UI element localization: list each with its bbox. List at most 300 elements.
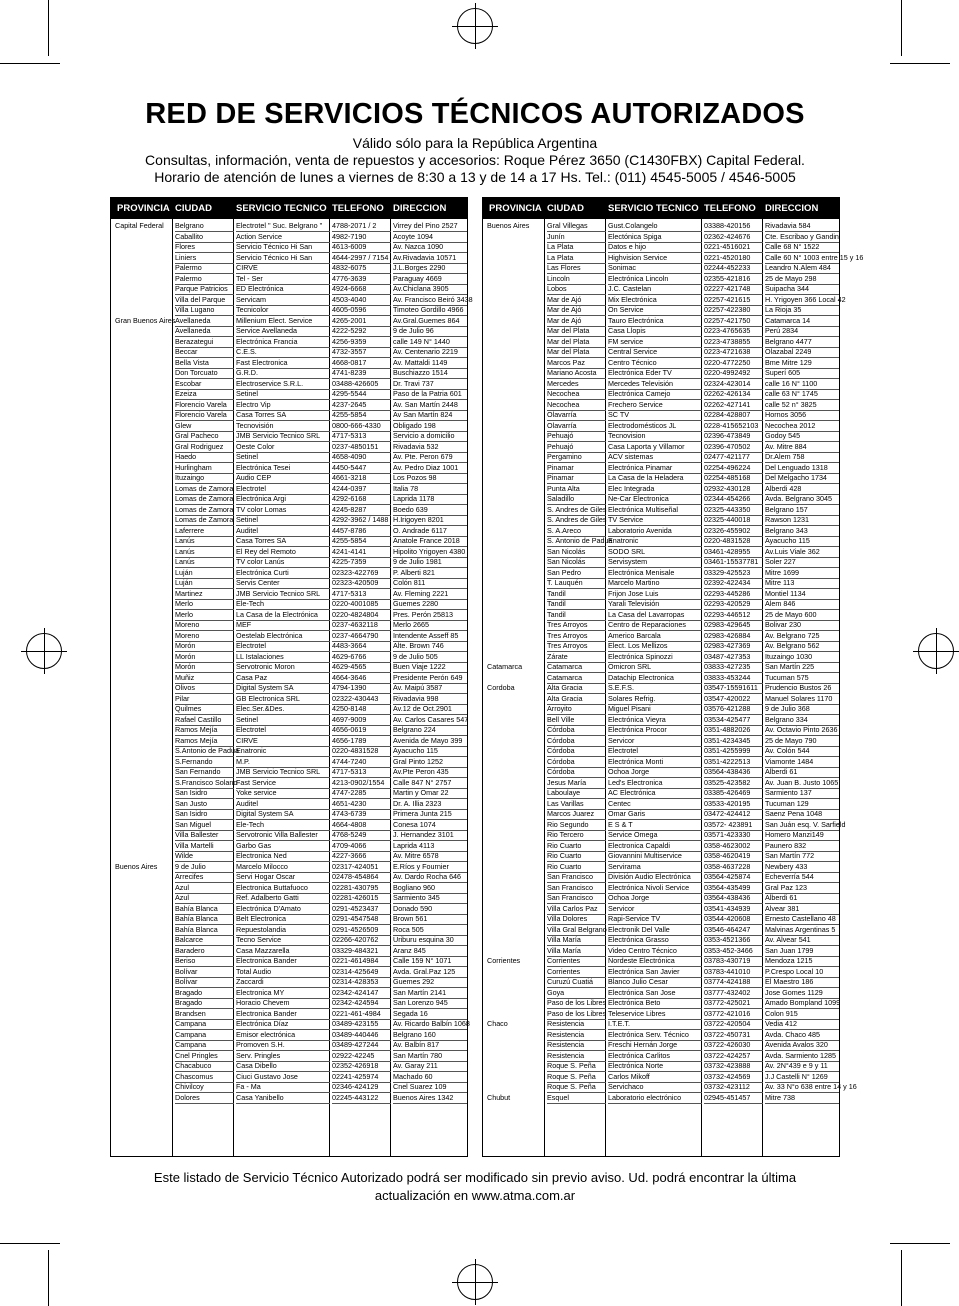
direccion-cell: Cnel Suarez 109 <box>393 1082 467 1093</box>
table-row <box>111 704 467 715</box>
telefono-cell: 4651-4230 <box>332 799 391 810</box>
ciudad-cell: Laboulaye <box>547 788 606 799</box>
telefono-cell: 02477-421177 <box>704 452 763 463</box>
direccion-cell: Paso de la Patria 601 <box>393 389 467 400</box>
direccion-cell: Belgrano 343 <box>765 526 839 537</box>
telefono-cell: 4250-8148 <box>332 704 391 715</box>
servicio-cell: Servicor <box>608 904 702 915</box>
servicio-cell: La Casa de la Heladera <box>608 473 702 484</box>
table-row <box>483 431 839 442</box>
servicio-cell: Zaccardi <box>236 977 330 988</box>
ciudad-cell: Morón <box>175 652 234 663</box>
servicio-cell: Electrónica Camejo <box>608 389 702 400</box>
provincia-cell <box>115 809 173 819</box>
provincia-cell <box>487 893 545 903</box>
servicio-cell: Tauro Electrónica <box>608 316 702 327</box>
direccion-cell: La Rioja 35 <box>765 305 839 316</box>
direccion-cell: Vedia 412 <box>765 1019 839 1030</box>
direccion-cell: Avda. Belgrano 3045 <box>765 494 839 505</box>
provincia-cell <box>115 641 173 651</box>
servicio-cell: Rapi-Service TV <box>608 914 702 925</box>
direccion-cell: Calle 68 N° 1522 <box>765 242 839 253</box>
direccion-cell: Mitre 1699 <box>765 568 839 579</box>
table-row <box>111 536 467 547</box>
direccion-cell: Los Pozos 98 <box>393 473 467 484</box>
ciudad-cell: Gral Villegas <box>547 221 606 232</box>
direccion-cell: Av. Maipú 3587 <box>393 683 467 694</box>
servicio-cell: CIRVE <box>236 263 330 274</box>
ciudad-cell: Rio Tercero <box>547 830 606 841</box>
provincia-cell <box>115 400 173 410</box>
provincia-cell <box>487 904 545 914</box>
ciudad-cell: Pehuajó <box>547 442 606 453</box>
servicio-cell: Central Service <box>608 347 702 358</box>
telefono-cell: 0221-4520180 <box>704 253 763 264</box>
direccion-cell: Amado Bompland 1099 <box>765 998 841 1007</box>
provincia-cell <box>487 998 545 1008</box>
table-row <box>111 998 467 1009</box>
provincia-cell <box>487 316 545 326</box>
table-row <box>111 914 467 925</box>
ciudad-cell: Palermo <box>175 274 234 285</box>
ciudad-cell: Villa Martelli <box>175 841 234 852</box>
provincia-cell <box>115 631 173 641</box>
table-row <box>111 946 467 957</box>
table-row <box>483 242 839 253</box>
table-row <box>111 694 467 705</box>
servicio-cell: Teleservice Libres <box>608 1009 702 1020</box>
table-row <box>111 526 467 537</box>
servicio-cell: E S & T <box>608 820 702 831</box>
telefono-cell: 0351-4222513 <box>704 757 763 768</box>
table-row <box>111 620 467 631</box>
provincia-cell <box>115 284 173 294</box>
registration-mark-icon <box>457 8 493 44</box>
direccion-cell: Av. Centenario 2219 <box>393 347 467 358</box>
table-row <box>483 557 839 568</box>
provincia-cell <box>115 946 173 956</box>
telefono-cell: 4605-0596 <box>332 305 391 316</box>
ciudad-cell: Escobar <box>175 379 234 390</box>
provincia-cell <box>487 851 545 861</box>
direccion-cell: Mitre 113 <box>765 578 839 589</box>
direccion-cell: Montiel 1134 <box>765 589 839 600</box>
telefono-cell: 4794-1390 <box>332 683 391 694</box>
servicio-cell: Blanco Julio Cesar <box>608 977 702 988</box>
telefono-cell: 03385-426469 <box>704 788 763 799</box>
servicio-cell: Elect. Los Mellizos <box>608 641 702 652</box>
table-row <box>111 799 467 810</box>
ciudad-cell: Villa María <box>547 946 606 957</box>
provincia-cell <box>487 431 545 441</box>
table-row <box>111 578 467 589</box>
provincia-cell <box>487 568 545 578</box>
servicio-cell: Datachip Electronica <box>608 673 702 684</box>
servicio-cell: Repuestolandia <box>236 925 330 936</box>
servicio-cell: Elec.Ser.&Des. <box>236 704 330 715</box>
provincia-cell <box>487 988 545 998</box>
direccion-cell: Homero Manzi149 <box>765 830 839 841</box>
ciudad-cell: Bolívar <box>175 967 234 978</box>
servicio-cell: Tecno Service <box>236 935 330 946</box>
ciudad-cell: Glew <box>175 421 234 432</box>
ciudad-cell: Lomas de Zamora <box>175 494 234 503</box>
direccion-cell: Rivadavia 998 <box>393 694 467 705</box>
telefono-cell: 03472-424412 <box>704 809 763 820</box>
table-row <box>483 904 839 915</box>
telefono-cell: 02254-485168 <box>704 473 763 484</box>
servicio-cell: Ochoa Jorge <box>608 893 702 904</box>
table-row <box>111 274 467 285</box>
direccion-cell: Gral Paz 123 <box>765 883 839 894</box>
table-row <box>483 967 839 978</box>
direccion-cell: Tucuman 129 <box>765 799 839 810</box>
table-row <box>483 809 839 820</box>
direccion-cell: J.J Castelli N° 1269 <box>765 1072 839 1083</box>
ciudad-cell: Arrecifes <box>175 872 234 883</box>
direccion-cell: Av. Mattaldi 1149 <box>393 358 467 369</box>
servicio-cell: Electrotel <box>608 746 702 757</box>
table-row <box>111 1030 467 1041</box>
servicio-cell: M.P. <box>236 757 330 768</box>
direccion-cell: Avenida Avalos 320 <box>765 1040 839 1051</box>
telefono-cell: 02317-424051 <box>332 862 391 873</box>
direccion-cell: Leandro N.Alem 484 <box>765 263 839 274</box>
table-header <box>111 198 467 219</box>
table-row <box>111 736 467 747</box>
footer-disclaimer: Este listado de Servicio Técnico Autorizado podrá ser modificado sin previo aviso. Ud. podrá encontrar la última <box>153 1170 797 1185</box>
telefono-cell: 4741-8239 <box>332 368 391 379</box>
provincia-cell <box>487 820 545 830</box>
table-row <box>483 463 839 474</box>
telefono-cell: 02284-428807 <box>704 410 763 421</box>
provincia-cell <box>115 568 173 578</box>
servicio-cell: Electronica MY <box>236 988 330 999</box>
provincia-cell <box>487 1051 545 1061</box>
provincia-cell <box>487 736 545 746</box>
ciudad-cell: Bolívar <box>175 977 234 988</box>
telefono-cell: 02342-424594 <box>332 998 391 1009</box>
provincia-cell <box>115 274 173 284</box>
telefono-cell: 4732-3557 <box>332 347 391 358</box>
ciudad-cell: Catamarca <box>547 673 606 684</box>
table-row <box>111 1072 467 1083</box>
telefono-cell: 0237-4632118 <box>332 620 391 631</box>
provincia-cell <box>487 967 545 977</box>
telefono-cell: 4629-6766 <box>332 652 391 663</box>
ciudad-cell: Dolores <box>175 1093 234 1104</box>
servicio-cell: Tecnovisión <box>236 421 330 432</box>
provincia-cell <box>487 494 545 504</box>
telefono-cell: 4244-0397 <box>332 484 391 495</box>
telefono-cell: 03772-425021 <box>704 998 763 1009</box>
table-row <box>483 1082 857 1093</box>
provincia-cell <box>115 778 173 788</box>
direccion-cell: Necochea 2012 <box>765 421 839 432</box>
provincia-cell <box>115 652 173 662</box>
servicio-cell: TV color Lomas <box>236 505 330 516</box>
ciudad-cell: Chacabuco <box>175 1061 234 1072</box>
servicio-cell: Setinel <box>236 715 330 726</box>
table-row <box>111 326 467 337</box>
provincia-cell <box>487 526 545 536</box>
direccion-cell: Bme Mitre 129 <box>765 358 839 369</box>
direccion-cell: Av. Carlos Casares 547 <box>393 714 469 724</box>
telefono-cell: 4709-4066 <box>332 841 391 852</box>
servicio-cell: Electronica Bander <box>236 1009 330 1020</box>
table-row <box>111 977 467 988</box>
provincia-cell: Gran Buenos Aires <box>115 315 176 325</box>
ciudad-cell: Marcos Paz <box>547 358 606 369</box>
ciudad-cell: Beccar <box>175 347 234 358</box>
servicio-cell: SC TV <box>608 410 702 421</box>
provincia-cell <box>115 295 173 305</box>
servicio-cell: Frechero Service <box>608 400 702 411</box>
direccion-cell: P.Crespo Local 10 <box>765 967 839 978</box>
direccion-cell: Av. Balbín 817 <box>393 1040 467 1051</box>
servicio-cell: Electrónica Curti <box>236 568 330 579</box>
ciudad-cell: Bell Ville <box>547 715 606 726</box>
ciudad-cell: Brandsen <box>175 1009 234 1020</box>
direccion-cell: Av. Alvear 541 <box>765 935 839 946</box>
provincia-cell <box>115 1093 173 1103</box>
crop-mark <box>0 63 60 64</box>
direccion-cell: calle 149 N° 1440 <box>393 337 467 348</box>
provincia-cell <box>115 715 173 725</box>
provincia-cell <box>487 547 545 557</box>
telefono-cell: 4743-6739 <box>332 809 391 820</box>
telefono-cell: 02922-42245 <box>332 1051 391 1062</box>
telefono-cell: 02314-425649 <box>332 967 391 978</box>
ciudad-cell: Curuzú Cuatiá <box>547 977 606 988</box>
table-row <box>483 1093 839 1104</box>
servicio-cell: Ele-Tech <box>236 820 330 831</box>
table-row <box>111 452 467 463</box>
table-row <box>483 515 839 526</box>
direccion-cell: Calle 159 N° 1071 <box>393 956 467 967</box>
telefono-cell: 03783-430719 <box>704 956 763 967</box>
telefono-cell: 02281-430795 <box>332 883 391 894</box>
table-row <box>111 400 467 411</box>
table-row <box>111 925 467 936</box>
provincia-cell <box>487 536 545 546</box>
table-row <box>111 967 467 978</box>
provincia-cell <box>487 1040 545 1050</box>
servicio-header: SERVICIO TECNICO <box>608 203 699 214</box>
provincia-cell <box>487 1009 545 1019</box>
provincia-cell <box>487 809 545 819</box>
telefono-cell: 0223-4738855 <box>704 337 763 348</box>
servicio-cell: Electroservice S.R.L. <box>236 379 330 390</box>
ciudad-cell: Caballito <box>175 232 234 243</box>
telefono-cell: 02932-430128 <box>704 484 763 495</box>
ciudad-cell: Rio Cuarto <box>547 862 606 873</box>
table-row <box>111 442 467 453</box>
direccion-cell: Alberdi 428 <box>765 484 839 495</box>
telefono-cell: 0351-4234345 <box>704 736 763 747</box>
ciudad-cell: Gral Rodriguez <box>175 442 234 453</box>
direccion-cell: Buen Viaje 1222 <box>393 662 467 673</box>
servicio-cell: Datos e hijo <box>608 242 702 253</box>
table-row <box>111 1093 467 1104</box>
direccion-cell: Donado 590 <box>393 904 467 915</box>
provincia-cell <box>487 452 545 462</box>
direccion-header: DIRECCION <box>765 203 819 214</box>
direccion-cell: Virrey del Pino 2527 <box>393 221 467 232</box>
telefono-cell: 4661-3218 <box>332 473 391 484</box>
direccion-cell: Buschiazzo 1514 <box>393 368 467 379</box>
telefono-cell: 4776-3639 <box>332 274 391 285</box>
servicio-cell: Electrónica D'Amato <box>236 904 330 915</box>
servicio-cell: Oeste Color <box>236 442 330 453</box>
ciudad-cell: Villa Lugano <box>175 305 234 316</box>
telefono-cell: 03833-453244 <box>704 673 763 684</box>
servicio-cell: Electrónica Vieyra <box>608 715 702 726</box>
ciudad-cell: Goya <box>547 988 606 999</box>
provincia-cell <box>115 253 173 263</box>
table-row <box>483 673 839 684</box>
direccion-cell: Av.12 de Oct.2901 <box>393 704 467 715</box>
table-row <box>483 547 839 558</box>
table-row <box>111 221 467 232</box>
servicio-header: SERVICIO TECNICO <box>236 203 327 214</box>
servicio-cell: Yoke service <box>236 788 330 799</box>
ciudad-cell: Palermo <box>175 263 234 274</box>
provincia-header: PROVINCIA <box>489 203 542 214</box>
table-row <box>483 977 839 988</box>
telefono-cell: 0220-4001085 <box>332 599 391 610</box>
servicio-cell: Mercedes Televisión <box>608 379 702 390</box>
direccion-cell: E.Ríos y Fournier <box>393 862 467 873</box>
table-row <box>483 568 839 579</box>
servicio-cell: Omar Garis <box>608 809 702 820</box>
table-row <box>111 484 467 495</box>
ciudad-cell: San Isidro <box>175 809 234 820</box>
telefono-cell: 03571-423330 <box>704 830 763 841</box>
provincia-cell <box>487 442 545 452</box>
table-row <box>111 599 467 610</box>
telefono-cell: 0223-4765635 <box>704 326 763 337</box>
provincia-cell <box>487 421 545 431</box>
ciudad-cell: Catamarca <box>547 662 606 673</box>
ciudad-cell: Merlo <box>175 610 234 621</box>
direccion-cell: Bolivar 230 <box>765 620 839 631</box>
telefono-cell: 03547-420022 <box>704 694 763 705</box>
direccion-cell: Prudencio Bustos 26 <box>765 683 839 694</box>
provincia-cell <box>115 473 173 483</box>
provincia-cell <box>487 400 545 410</box>
direccion-cell: Av. Fleming 2221 <box>393 589 467 600</box>
servicio-cell: Emisor electrónica <box>236 1030 330 1041</box>
telefono-cell: 0220-4772250 <box>704 358 763 369</box>
telefono-cell: 03487-427353 <box>704 652 763 663</box>
telefono-cell: 0291-4523437 <box>332 904 391 915</box>
ciudad-cell: San Isidro <box>175 788 234 799</box>
servicio-cell: GB Electronica SRL <box>236 694 330 705</box>
provincia-cell <box>115 337 173 347</box>
telefono-cell: 02293-445286 <box>704 589 763 600</box>
ciudad-cell: Las Varillas <box>547 799 606 810</box>
provincia-cell <box>115 830 173 840</box>
servicio-cell: Electrónica Monti <box>608 757 702 768</box>
direccion-cell: Dr.Alem 758 <box>765 452 839 463</box>
provincia-cell <box>487 799 545 809</box>
telefono-cell: 4747-2285 <box>332 788 391 799</box>
telefono-cell: 4656-0619 <box>332 725 391 736</box>
table-row <box>111 683 467 694</box>
telefono-cell: 4450-5447 <box>332 463 391 474</box>
telefono-cell: 0353-452-3466 <box>704 946 763 957</box>
telefono-cell: 4222-5292 <box>332 326 391 337</box>
telefono-cell: 03544-420608 <box>704 914 763 925</box>
telefono-cell: 03489-440446 <box>332 1030 391 1041</box>
telefono-cell: 4483-3664 <box>332 641 391 652</box>
ciudad-cell: Rio Cuarto <box>547 841 606 852</box>
direccion-cell: San Martín 2141 <box>393 988 467 999</box>
table-row <box>483 368 839 379</box>
provincia-cell <box>487 788 545 798</box>
direccion-cell: Echeverría 544 <box>765 872 839 883</box>
provincia-cell <box>487 757 545 767</box>
table-row <box>111 294 473 306</box>
ciudad-cell: Campana <box>175 1030 234 1041</box>
telefono-cell: 0228-415652103 <box>704 421 763 432</box>
table-row <box>111 893 467 904</box>
telefono-cell: 02254-496224 <box>704 463 763 474</box>
direccion-cell: El Maestro 186 <box>765 977 839 988</box>
servicio-cell: Casa Yanibello <box>236 1093 330 1104</box>
ciudad-cell: Villa Carlos Paz <box>547 904 606 915</box>
servicio-cell: S.E.F.S. <box>608 683 702 694</box>
ciudad-header: CIUDAD <box>547 203 584 214</box>
crop-mark <box>890 1243 950 1244</box>
table-row <box>111 557 467 568</box>
provincia-cell <box>487 977 545 987</box>
provincia-cell <box>487 326 545 336</box>
servicio-cell: Miguel Pisani <box>608 704 702 715</box>
ciudad-cell: S.Francisco Solano <box>175 777 238 787</box>
provincia-cell <box>115 1051 173 1061</box>
ciudad-cell: Azul <box>175 883 234 894</box>
telefono-cell: 4255-5854 <box>332 410 391 421</box>
provincia-cell <box>115 557 173 567</box>
ciudad-cell: Campana <box>175 1040 234 1051</box>
provincia-cell <box>115 442 173 452</box>
servicio-cell: Giovannini Multiservice <box>608 851 702 862</box>
telefono-cell: 02344-454266 <box>704 494 763 505</box>
ciudad-cell: Arroyito <box>547 704 606 715</box>
table-row <box>483 484 839 495</box>
table-row <box>111 568 467 579</box>
provincia-cell <box>115 925 173 935</box>
ciudad-cell: Lanús <box>175 557 234 568</box>
ciudad-cell: San Miguel <box>175 820 234 831</box>
direccion-cell: H. Yrigoyen 366 Local 42 <box>765 294 846 304</box>
table-row <box>111 337 467 348</box>
telefono-cell: 0221-461-4984 <box>332 1009 391 1020</box>
table-row <box>483 305 839 316</box>
servicio-cell: Electronica Bander <box>236 956 330 967</box>
direccion-cell: Av. Ricardo Balbín 1068 <box>393 1019 470 1028</box>
direccion-cell: 25 de Mayo 298 <box>765 274 839 285</box>
ciudad-cell: Córdoba <box>547 757 606 768</box>
table-row <box>483 274 839 285</box>
direccion-cell: Guemes 2280 <box>393 599 467 610</box>
ciudad-cell: Lincoln <box>547 274 606 285</box>
servicio-cell: Casa Laporta y Villamor <box>608 442 702 453</box>
telefono-cell: 03722-450731 <box>704 1030 763 1041</box>
servicio-cell: Servicor <box>608 736 702 747</box>
